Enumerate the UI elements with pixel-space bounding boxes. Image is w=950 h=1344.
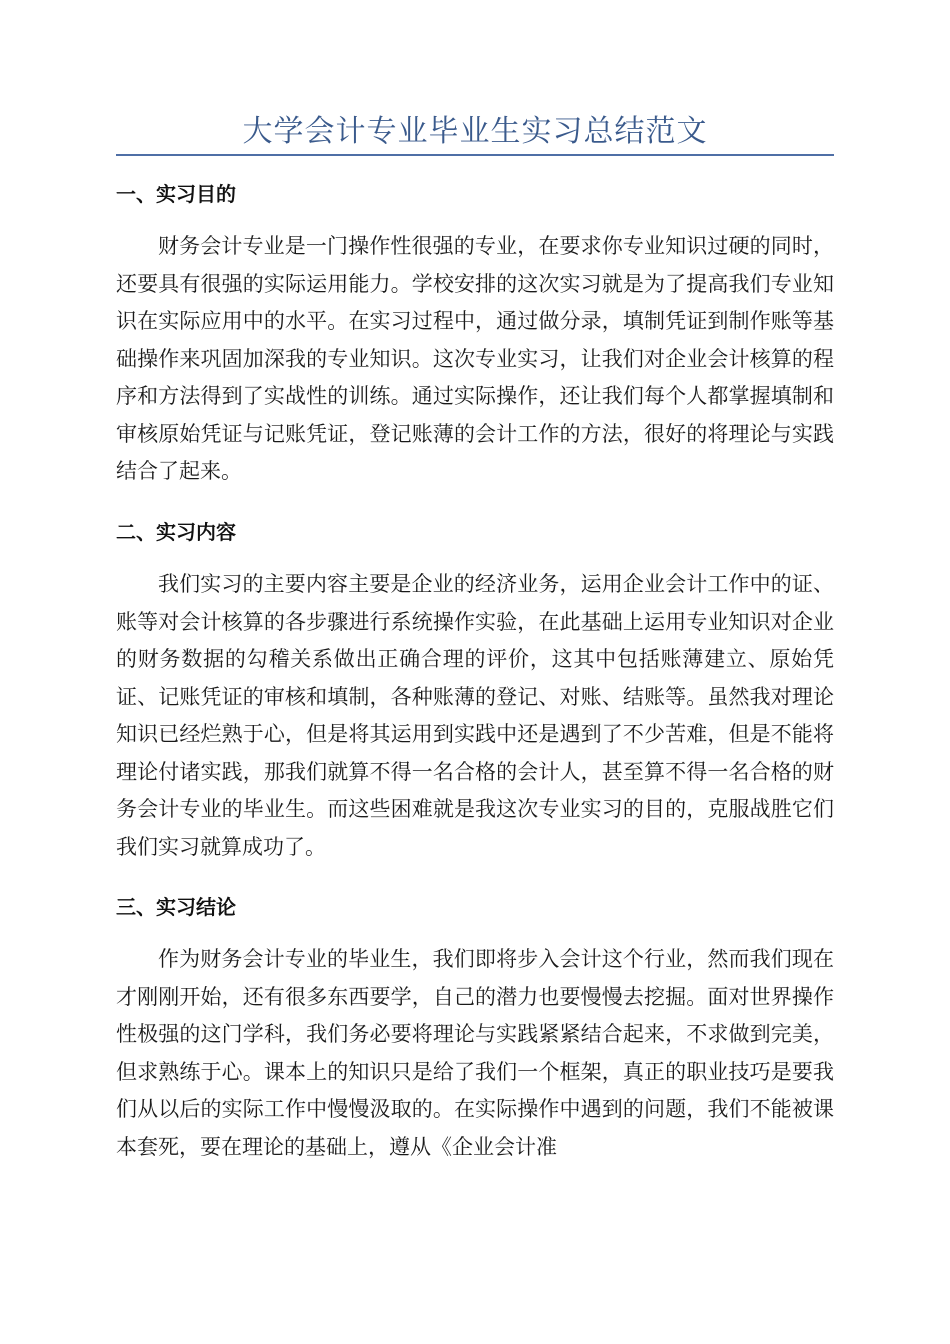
section-paragraph-content: 我们实习的主要内容主要是企业的经济业务，运用企业会计工作中的证、账等对会计核算的各步骤进行系统操作实验，在此基础上运用专业知识对企业的财务数据的勾稽关系做出正确合理的评价，这其中包括账薄建立、原始凭证、记账凭证的审核和填制，各种账薄的登记、对账、结账等。虽然我对理论知识已经烂熟于心，但是将其运用到实践中还是遇到了不少苦难，但是不能将理论付诸实践，那我们就算不得一名合格的会计人，甚至算不得一名合格的财务会计专业的毕业生。而这些困难就是我这次专业实习的目的，克服战胜它们我们实习就算成功了。 [116, 572, 834, 859]
section-heading-conclusion: 三、实习结论 [116, 895, 236, 919]
page-title: 大学会计专业毕业生实习总结范文 [242, 114, 708, 149]
section-paragraph-conclusion: 作为财务会计专业的毕业生，我们即将步入会计这个行业，然而我们现在才刚刚开始，还有很多东西要学，自己的潜力也要慢慢去挖掘。面对世界操作性极强的这门学科，我们务必要将理论与实践紧紧结合起来，不求做到完美，但求熟练于心。课本上的知识只是给了我们一个框架，真正的职业技巧是要我们从以后的实际工作中慢慢汲取的。在实际操作中遇到的问题，我们不能被课本套死，要在理论的基础上，遵从《企业会计准 [116, 947, 834, 1159]
section-paragraph-purpose: 财务会计专业是一门操作性很强的专业，在要求你专业知识过硬的同时，还要具有很强的实际运用能力。学校安排的这次实习就是为了提高我们专业知识在实际应用中的水平。在实习过程中，通过做分录，填制凭证到制作账等基础操作来巩固加深我的专业知识。这次专业实习，让我们对企业会计核算的程序和方法得到了实战性的训练。通过实际操作，还让我们每个人都掌握填制和审核原始凭证与记账凭证，登记账薄的会计工作的方法，很好的将理论与实践结合了起来。 [116, 234, 834, 483]
section-heading-content: 二、实习内容 [116, 520, 236, 544]
section-heading-purpose: 一、实习目的 [116, 182, 236, 206]
title-underline [116, 154, 834, 156]
